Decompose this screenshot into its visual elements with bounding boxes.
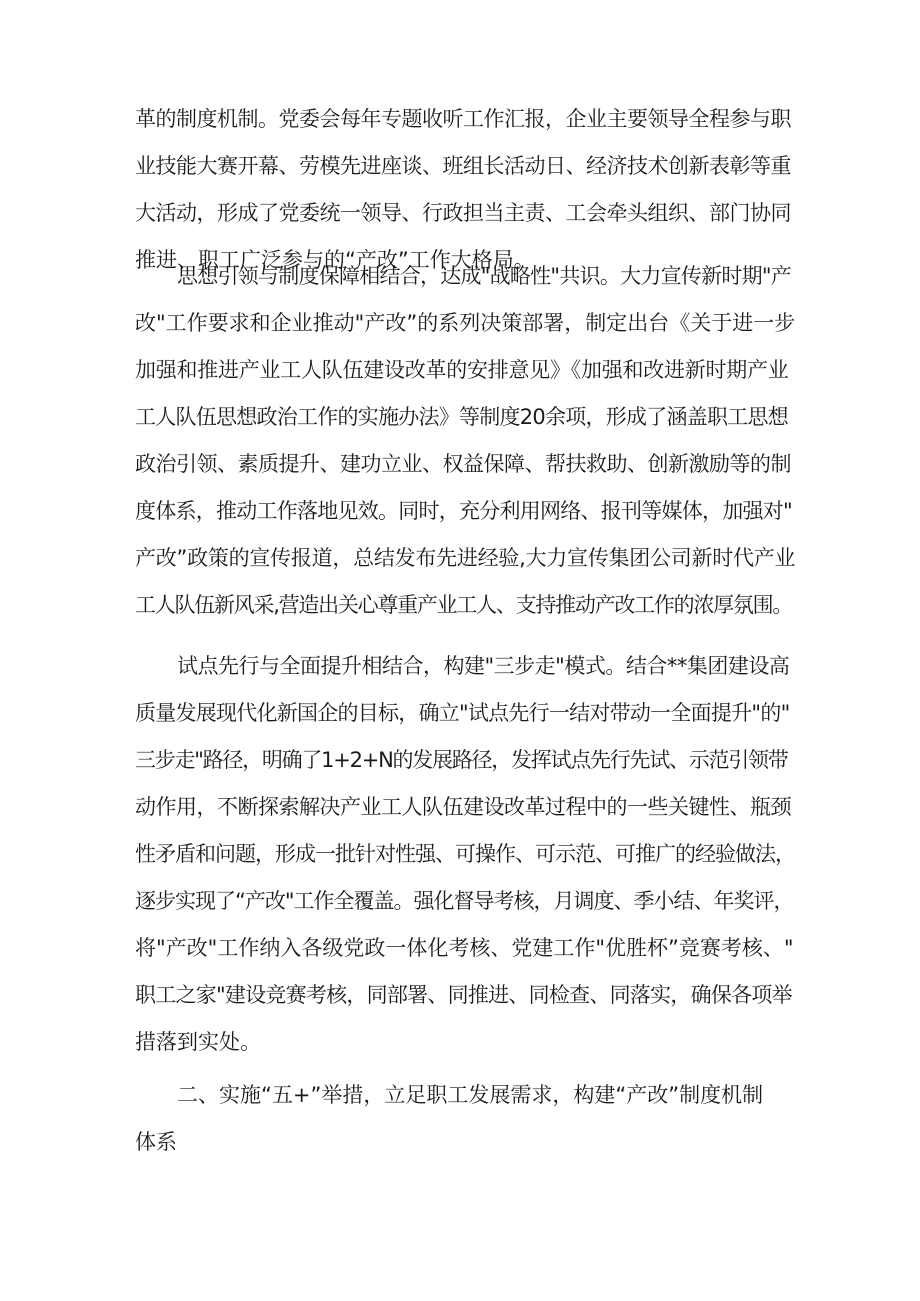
text-line: 大活动，形成了党委统一领导、行政担当主责、工会牵头组织、部门协同	[135, 201, 791, 225]
text-line: 质量发展现代化新国企的目标，确立"试点先行一结对带动一全面提升"的"	[135, 701, 790, 725]
text-line: 逐步实现了“产改"工作全覆盖。强化督导考核，月调度、季小结、年奖评，	[135, 889, 794, 913]
paragraph-2	[135, 253, 795, 629]
paragraph-3	[135, 643, 795, 1066]
text-line: 将"产改"工作纳入各级党政一体化考核、党建工作"优胜杯”竞赛考核、"	[135, 936, 794, 960]
section-heading	[135, 1072, 795, 1166]
text-line: 动作用，不断探索解决产业工人队伍建设改革过程中的一些关键性、瓶颈	[135, 795, 791, 819]
text-line: 工人队伍新风采,营造出关心尊重产业工人、支持推动产改工作的浓厚氛围。	[135, 593, 793, 617]
text-line: 试点先行与全面提升相结合，构建"三步走"模式。结合**集团建设高	[177, 654, 790, 678]
text-line: 思想引领与制度保障相结合，达成"战略性"共识。大力宣传新时期"产	[177, 264, 791, 288]
text-line: 加强和推进产业工人队伍建设改革的安排意见》《加强和改进新时期产业	[135, 358, 789, 382]
text-line: 体系	[135, 1130, 177, 1154]
text-line: 度体系，推动工作落地见效。同时，充分利用网络、报刊等媒体，加强对"	[135, 499, 792, 523]
text-line: 革的制度机制。党委会每年专题收听工作汇报，企业主要领导全程参与职	[135, 107, 791, 131]
text-line: 推进、职工广泛参与的“产改”工作大格局。	[135, 248, 535, 272]
text-line: 职工之家"建设竞赛考核，同部署、同推进、同检查、同落实，确保各项举	[135, 983, 792, 1007]
text-line: 业技能大赛开幕、劳模先进座谈、班组长活动日、经济技术创新表彰等重	[135, 154, 791, 178]
text-line: 政治引领、素质提升、建功立业、权益保障、帮扶救助、创新激励等的制	[135, 452, 791, 476]
text-line: 二、实施“五+”举措，立足职工发展需求，构建“产改”制度机制	[177, 1083, 764, 1107]
text-line: 工人队伍思想政治工作的实施办法》等制度20余项，形成了涵盖职工思想	[135, 405, 788, 429]
text-line: 性矛盾和问题，形成一批针对性强、可操作、可示范、可推广的经验做法，	[135, 842, 795, 866]
text-line: 三步走"路径，明确了1+2+N的发展路径，发挥试点先行先试、示范引领带	[135, 748, 788, 772]
text-line: 产改”政策的宣传报道，总结发布先进经验,大力宣传集团公司新时代产业	[135, 546, 796, 570]
text-line: 措落到实处。	[135, 1030, 261, 1054]
text-line: 改"工作要求和企业推动"产改”的系列决策部署，制定出台《关于进一步	[135, 311, 796, 335]
